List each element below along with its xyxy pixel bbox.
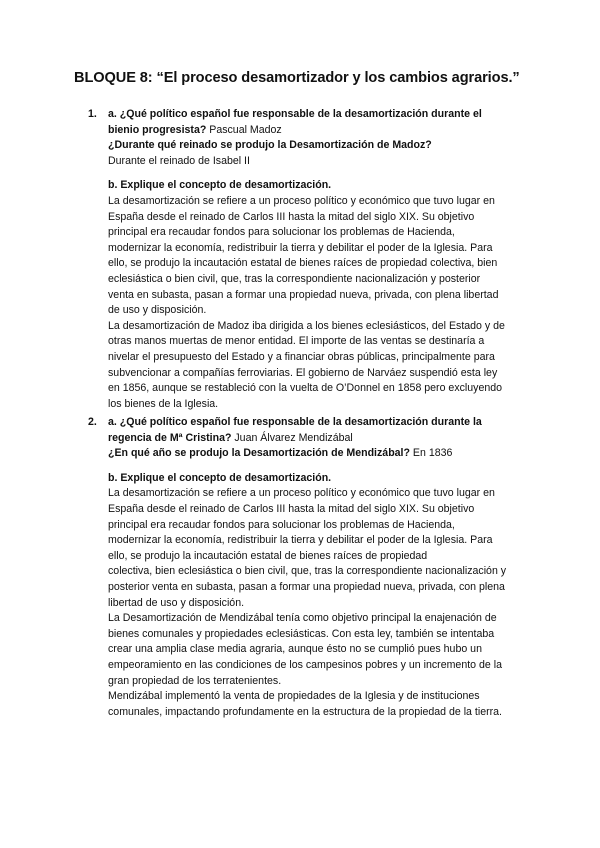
text-line: libertad de uso y disposición. (108, 596, 245, 609)
question-2a-year-line (108, 446, 528, 462)
question-2a-text-cont: regencia de Mª Cristina? (108, 431, 232, 444)
question-1b-heading: b. Explique el concepto de desamortización. (108, 179, 332, 192)
text-line: gran propiedad de los terratenientes. (108, 674, 282, 687)
answer-1b-paragraph-2 (108, 319, 528, 413)
question-1 (88, 107, 528, 412)
text-line: principal era recaudar fondos para solucionar los problemas de Hacienda, (108, 226, 455, 239)
text-line: colectiva, bien eclesiástica o bien civil, que, tras la correspondiente nacionalización y (108, 565, 507, 578)
answer-2b-paragraph-2 (108, 611, 528, 689)
text-line: empeoramiento en las condiciones de los campesinos pobres y un incremento de la (108, 658, 502, 671)
text-line: venta en subasta, pasan a formar una propiedad nueva, privada, con plena libertad (108, 288, 499, 301)
text-line: ello, se produjo la incautación estatal de bienes raíces de propiedad (108, 549, 428, 562)
text-line: Mendizábal implementó la venta de propiedades de la Iglesia y de instituciones (108, 690, 480, 703)
text-line: nivelar el presupuesto del Estado y a financiar obras públicas, principalmente para (108, 350, 495, 363)
question-2 (88, 415, 528, 720)
text-line: en 1856, aunque se restableció con la vuelta de O’Donnel en 1858 pero excluyendo (108, 382, 503, 395)
question-1a-reign: ¿Durante qué reinado se produjo la Desamortización de Madoz? (108, 139, 432, 152)
answer-2b-paragraph-3 (108, 689, 528, 720)
question-1a-text: a. ¿Qué político español fue responsable de la desamortización durante el (108, 108, 482, 120)
text-line: eclesiástica o bien civil, que, tras la correspondiente nacionalización y posterior (108, 272, 481, 285)
text-line: La desamortización se refiere a un proceso político y económico que tuvo lugar en (108, 194, 495, 207)
question-2a-year: ¿En qué año se produjo la Desamortización de Mendizábal? (108, 447, 410, 460)
question-2a-text: a. ¿Qué político español fue responsable de la desamortización durante la (108, 416, 482, 428)
text-line: España desde el reinado de Carlos III hasta la mitad del siglo XIX. Su objetivo (108, 502, 475, 515)
question-number: 1. (88, 108, 97, 120)
question-1a-text-cont: bienio progresista? (108, 123, 207, 136)
text-line: La Desamortización de Mendizábal tenía como objetivo principal la enajenación de (108, 612, 497, 625)
answer-2a-year: En 1836 (409, 447, 453, 460)
text-line: La desamortización se refiere a un proceso político y económico que tuvo lugar en (108, 487, 495, 500)
text-line: La desamortización de Madoz iba dirigida a los bienes eclesiásticos, del Estado y de (108, 319, 505, 332)
question-1a-line2 (108, 123, 528, 139)
page-title: BLOQUE 8: “El proceso desamortizador y los cambios agrarios.” (74, 70, 520, 86)
answer-1a-reign: Durante el reinado de Isabel II (108, 154, 250, 167)
text-line: comunales, impactando profundamente en la estructura de la propiedad de la tierra. (108, 705, 502, 718)
text-line: bienes comunales y propiedades eclesiásticas. Con esta ley, también se intentaba (108, 627, 495, 640)
text-line: subvencionar a compañías ferroviarias. El gobierno de Narváez suspendió esta ley (108, 366, 498, 379)
text-line: de uso y disposición. (108, 304, 207, 317)
text-line: ello, se produjo la incautación estatal de bienes raíces de propiedad colectiva, bien (108, 257, 498, 270)
question-2a-line2 (108, 431, 528, 447)
text-line: posterior venta en subasta, pasan a formar una propiedad nueva, privada, con plena (108, 580, 505, 593)
text-line: España desde el reinado de Carlos III hasta la mitad del siglo XIX. Su objetivo (108, 210, 475, 223)
text-line: principal era recaudar fondos para solucionar los problemas de Hacienda, (108, 518, 455, 531)
question-2b-heading: b. Explique el concepto de desamortización. (108, 471, 332, 484)
answer-2a: Juan Álvarez Mendizábal (231, 431, 353, 444)
text-line: los bienes de la Iglesia. (108, 397, 219, 410)
text-line: modernizar la economía, redistribuir la tierra y debilitar el poder de la Iglesia. Para (108, 534, 493, 547)
answer-1b-paragraph-1 (108, 194, 528, 319)
answer-2b-paragraph-1 (108, 486, 528, 611)
text-line: crear una amplia clase media agraria, aunque ésto no se cumplió pues hubo un (108, 643, 482, 656)
answer-1a: Pascual Madoz (206, 123, 282, 136)
text-line: otras manos muertas de menor entidad. El importe de las ventas se destinaría a (108, 335, 485, 348)
text-line: modernizar la economía, redistribuir la tierra y debilitar el poder de la Iglesia. Para (108, 241, 493, 254)
question-number: 2. (88, 416, 97, 428)
